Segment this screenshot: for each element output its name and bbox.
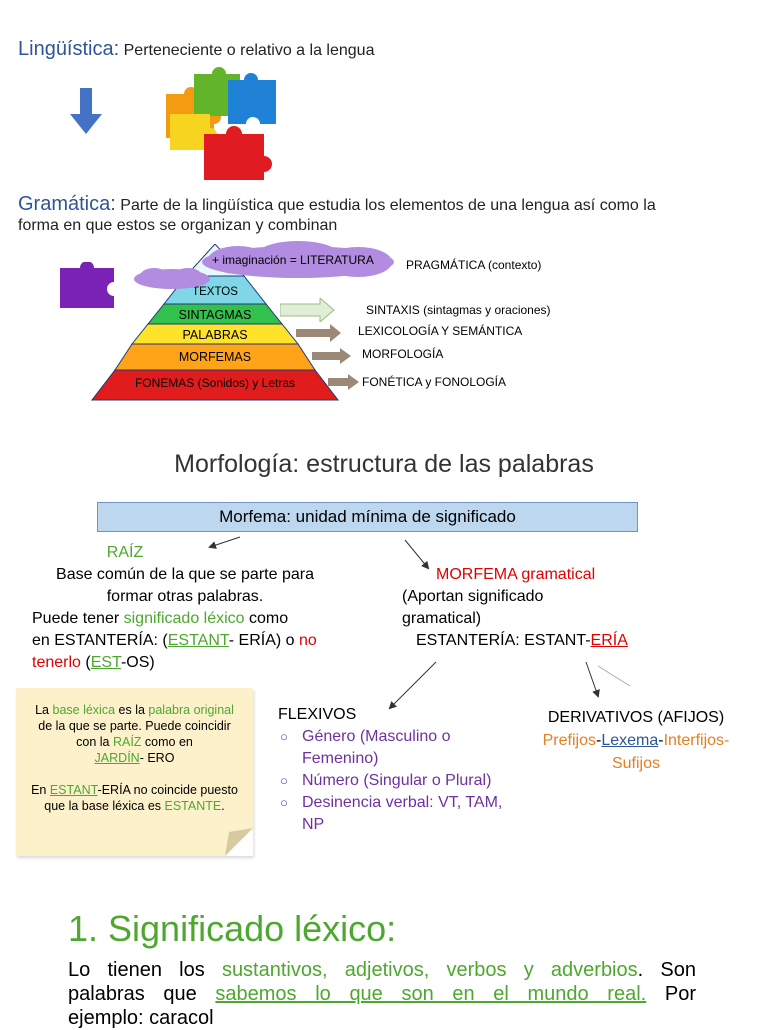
derivativos-block: DERIVATIVOS (AFIJOS) Prefijos-Lexema-Interfijos- Sufijos — [520, 706, 752, 775]
gramatical-block — [402, 564, 662, 652]
cloud-literatura-label: + imaginación = LITERATURA — [212, 253, 374, 267]
linguistica-term: Lingüística: — [18, 38, 120, 60]
note-folded-corner — [225, 828, 253, 856]
morfema-definition-text: Morfema: unidad mínima de significado — [219, 507, 516, 526]
bullet-icon: ○ — [280, 773, 288, 788]
raiz-detail: Puede tener significado léxico como en ESTANTERÍA: (ESTANT- ERÍA) o no tenerlo (EST-OS) — [32, 610, 317, 671]
pyramid-label-morfemas: MORFEMAS — [178, 350, 252, 364]
flexivos-item-desinencia: ○ Desinencia verbal: VT, TAM, NP — [280, 794, 503, 833]
gramatica-text-2: forma en que estos se organizan y combinan — [18, 217, 338, 234]
gramatical-label: MORFEMA gramatical — [436, 566, 596, 583]
label-lexicologia: LEXICOLOGÍA Y SEMÁNTICA — [358, 324, 523, 338]
gramatical-line3: ESTANTERÍA: ESTANT-ERÍA — [416, 632, 628, 649]
pyramid-label-textos: TEXTOS — [192, 286, 238, 298]
arrow-to-flexivos — [390, 662, 436, 708]
label-fonetica: FONÉTICA y FONOLOGÍA — [362, 375, 507, 389]
derivativos-title: DERIVATIVOS (AFIJOS) — [547, 709, 725, 726]
pyramid-label-fonemas: FONEMAS (Sonidos) y Letras — [134, 376, 296, 390]
raiz-line1: Base común de la que se parte para — [56, 566, 314, 583]
label-morfologia: MORFOLOGÍA — [362, 347, 444, 361]
gramatical-line1: (Aportan significado — [402, 588, 544, 605]
pyramid-label-palabras: PALABRAS — [182, 328, 248, 342]
sticky-note — [16, 688, 253, 856]
note-paragraph-1: La base léxica es la palabra original de la que se parte. Puede coincidir con la RAÍZ como en JARDÍN- ERO — [35, 703, 234, 765]
label-sintaxis: SINTAXIS (sintagmas y oraciones) — [366, 303, 551, 317]
label-pragmatica: PRAGMÁTICA (contexto) — [406, 258, 542, 272]
grey-line-derivativos — [598, 666, 630, 686]
gramatica-text-1: Parte de la lingüística que estudia los elementos de una lengua así como la — [120, 197, 656, 214]
note-paragraph-2: En ESTANT-ERÍA no coincide puesto que la base léxica es ESTANTE. — [31, 783, 238, 813]
flexivos-item-genero: ○ Género (Masculino o Femenino) — [280, 728, 451, 767]
flexivos-block — [278, 704, 528, 836]
gramatical-line2: gramatical) — [402, 610, 482, 627]
bullet-icon: ○ — [280, 795, 288, 810]
flexivos-title: FLEXIVOS — [278, 706, 357, 723]
gramatica-term: Gramática: — [18, 193, 116, 215]
pyramid-label-sintagmas: SINTAGMAS — [178, 308, 252, 322]
raiz-line2: formar otras palabras. — [106, 588, 264, 605]
arrow-to-derivativos — [586, 662, 598, 696]
flexivos-item-numero: ○ Número (Singular o Plural) — [278, 770, 528, 792]
raiz-block — [30, 542, 340, 608]
bullet-icon: ○ — [280, 729, 288, 744]
morfologia-title: Morfología: estructura de las palabras — [174, 450, 594, 478]
significado-title: 1. Significado léxico: — [68, 908, 397, 949]
linguistica-text: Perteneciente o relativo a la lengua — [123, 42, 375, 59]
raiz-label: RAÍZ — [106, 544, 144, 561]
significado-paragraph: Lo tienen los sustantivos, adjetivos, verbos y adverbios. Son palabras que sabemos lo que son en el mundo real. Por ejemplo: caracol — [68, 959, 696, 1029]
